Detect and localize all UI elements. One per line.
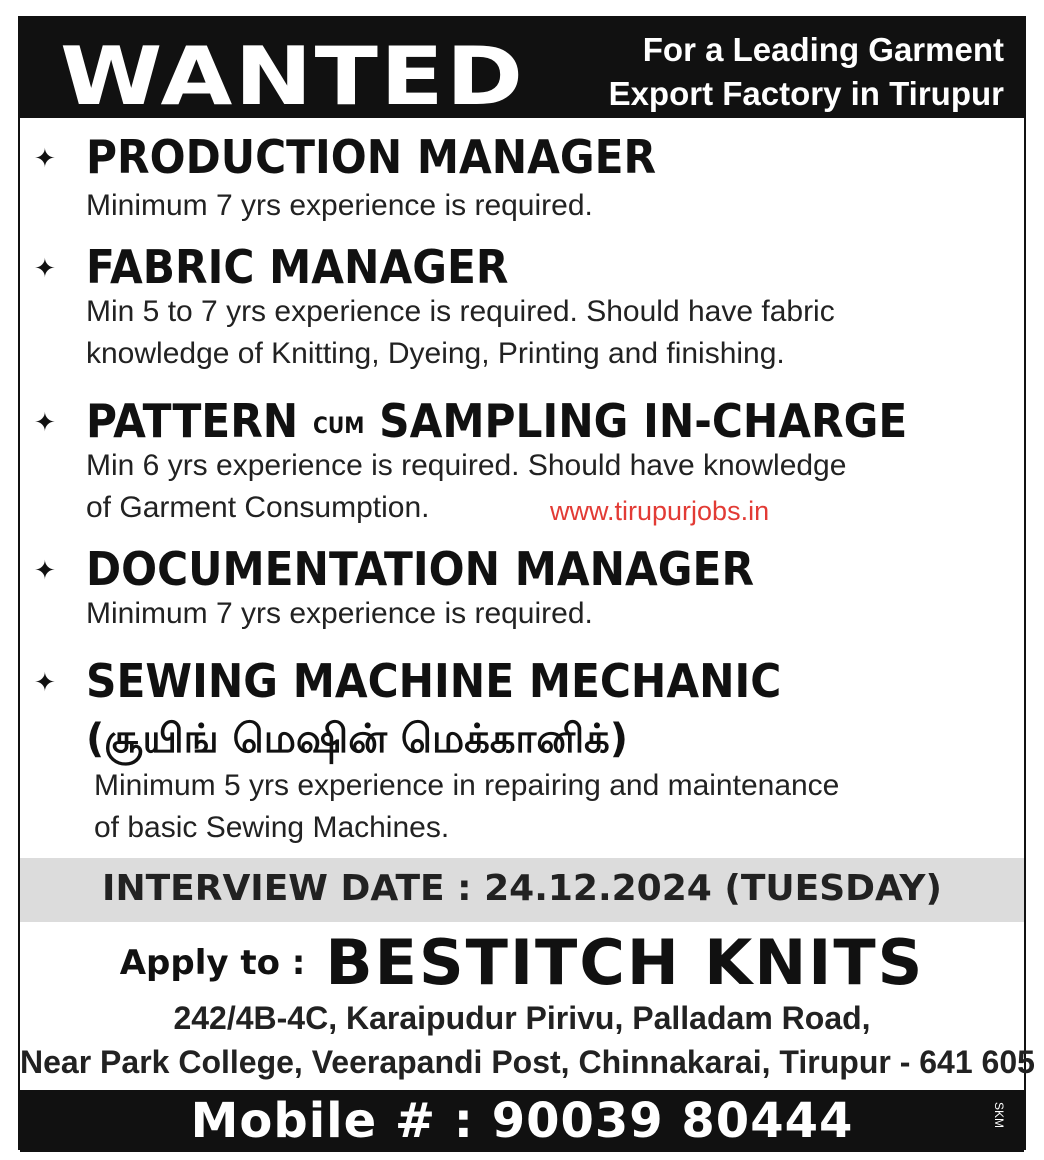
wanted-heading: WANTED [60, 30, 526, 123]
job-title [86, 394, 907, 454]
job-title-part-2: SAMPLING IN-CHARGE [379, 394, 908, 448]
job-description: Minimum 7 yrs experience is required. [86, 189, 593, 222]
job-title-cum: CUM [312, 414, 365, 439]
job-description-line-2: knowledge of Knitting, Dyeing, Printing and finishing. [86, 337, 785, 370]
job-title: SEWING MACHINE MECHANIC [86, 654, 782, 708]
job-title-tamil: (சூயிங் மெஷின் மெக்கானிக்) [86, 716, 629, 762]
job-description-line-1: Min 6 yrs experience is required. Should have knowledge [86, 449, 847, 482]
address-line-2: Near Park College, Veerapandi Post, Chinnakarai, Tirupur - 641 605 [20, 1044, 1035, 1080]
footer-banner [20, 1090, 1024, 1152]
job-description-line-1: Minimum 5 yrs experience in repairing and maintenance [94, 769, 840, 802]
job-description-line-2: of Garment Consumption. [86, 491, 430, 524]
star-bullet-icon: ✦ [34, 408, 56, 438]
job-title: DOCUMENTATION MANAGER [86, 542, 755, 596]
star-bullet-icon: ✦ [34, 254, 56, 284]
job-sewing-machine-mechanic [34, 652, 1024, 852]
mobile-number: Mobile # : 90039 80444 [190, 1093, 854, 1149]
job-documentation-manager [34, 540, 1024, 640]
job-description-line-2: of basic Sewing Machines. [94, 811, 450, 844]
designer-tag: SKM [991, 1101, 1006, 1129]
job-title-part-1: PATTERN [86, 394, 299, 448]
job-description-line-1: Min 5 to 7 yrs experience is required. Should have fabric [86, 295, 835, 328]
company-name: BESTITCH KNITS [325, 926, 925, 999]
apply-section [0, 926, 1044, 1000]
apply-label: Apply to : [119, 942, 306, 983]
address-line-1: 242/4B-4C, Karaipudur Pirivu, Palladam Road, [173, 1000, 871, 1036]
header-subtitle [609, 28, 1004, 116]
job-title: PRODUCTION MANAGER [86, 130, 657, 184]
header-banner [20, 18, 1024, 123]
star-bullet-icon: ✦ [34, 144, 56, 174]
subtitle-line-2: Export Factory in Tirupur [608, 75, 1004, 112]
job-description: Minimum 7 yrs experience is required. [86, 597, 593, 630]
website-watermark: www.tirupurjobs.in [550, 496, 770, 526]
job-fabric-manager [34, 238, 1024, 378]
interview-date: INTERVIEW DATE : 24.12.2024 (TUESDAY) [102, 868, 942, 909]
job-title: FABRIC MANAGER [86, 240, 509, 294]
subtitle-line-1: For a Leading Garment [642, 31, 1004, 68]
job-production-manager [34, 128, 1024, 228]
star-bullet-icon: ✦ [34, 556, 56, 586]
star-bullet-icon: ✦ [34, 668, 56, 698]
job-pattern-sampling-incharge [34, 392, 1024, 532]
interview-banner [20, 858, 1024, 922]
